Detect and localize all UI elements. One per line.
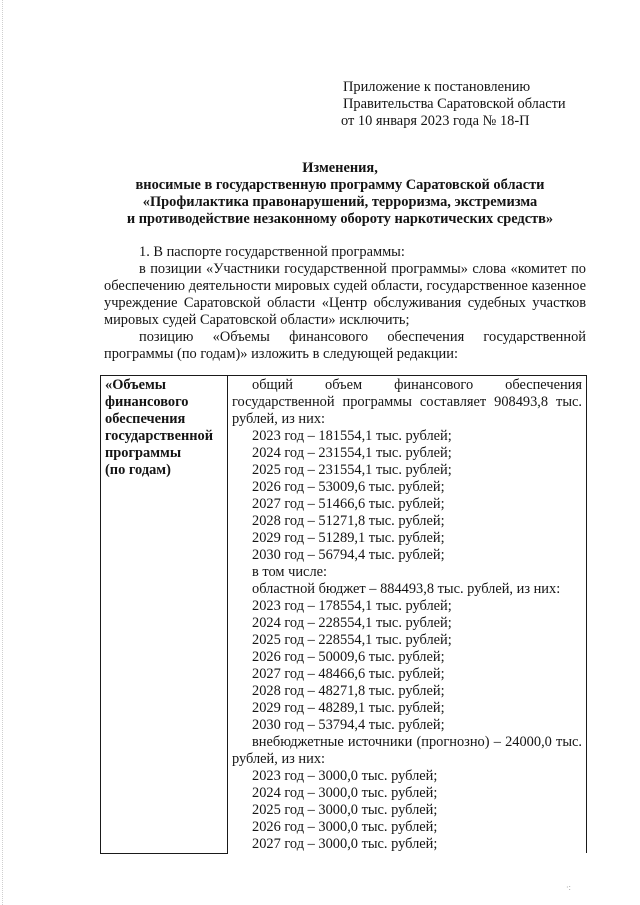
year-amount: 2025 год – 3000,0 тыс. рублей; (252, 802, 438, 818)
year-amount: 2025 год – 228554,1 тыс. рублей; (252, 632, 452, 648)
year-amount: 2027 год – 48466,6 тыс. рублей; (252, 666, 445, 682)
year-amount: 2024 год – 3000,0 тыс. рублей; (252, 785, 438, 801)
body-text (104, 244, 586, 363)
appendix-header (343, 79, 603, 130)
scan-edge-marks (2, 0, 5, 905)
position-name-cell (101, 376, 228, 854)
year-amount: 2024 год – 231554,1 тыс. рублей; (252, 445, 452, 461)
scan-corner-marks: ·: (566, 883, 571, 892)
year-amount: 2026 год – 53009,6 тыс. рублей; (252, 479, 445, 495)
header-line: Приложение к постановлению (343, 79, 531, 95)
position-name-line: программы (105, 445, 182, 461)
title-line: «Профилактика правонарушений, терроризма, экстремизма (142, 194, 538, 210)
document-title (90, 160, 590, 228)
year-amount: 2029 год – 48289,1 тыс. рублей; (252, 700, 445, 716)
title-line: и противодействие незаконному обороту наркотических средств» (126, 211, 554, 227)
paragraph: 1. В паспорте государственной программы: (139, 244, 405, 260)
year-amount: 2026 год – 50009,6 тыс. рублей; (252, 649, 445, 665)
year-amount: 2023 год – 178554,1 тыс. рублей; (252, 598, 452, 614)
extra-budgetary-sources: внебюджетные источники (прогнозно) – 24000,0 тыс. рублей, из них: (232, 734, 582, 767)
title-line: Изменения, (302, 160, 378, 176)
table-row (101, 376, 587, 854)
title-line: вносимые в государственную программу Саратовской области (135, 177, 545, 193)
paragraph: позицию «Объемы финансового обеспечения государственной программы (по годам)» изложить в следующей редакции: (104, 329, 586, 362)
year-amount: 2028 год – 51271,8 тыс. рублей; (252, 513, 445, 529)
year-amount: 2030 год – 56794,4 тыс. рублей; (252, 547, 445, 563)
position-name-line: (по годам) (105, 462, 171, 478)
year-amount: 2028 год – 48271,8 тыс. рублей; (252, 683, 445, 699)
including-label: в том числе: (252, 564, 328, 580)
position-name-line: «Объемы (105, 377, 167, 393)
header-line: Правительства Саратовской области (343, 96, 566, 112)
year-amount: 2030 год – 53794,4 тыс. рублей; (252, 717, 445, 733)
financing-details-cell (228, 376, 587, 854)
header-line: от 10 января 2023 года № 18-П (341, 113, 530, 129)
paragraph: в позиции «Участники государственной программы» слова «комитет по обеспечению деятельности мировых судей области, государственное казенное учреждение Саратовской области «Центр обслуживания судебных участков мировых судей Саратовской области» исключить; (104, 261, 586, 328)
total-financing: общий объем финансового обеспечения государственной программы составляет 908493,8 тыс. рублей, из них: (232, 377, 582, 427)
position-name-line: финансового (105, 394, 189, 410)
year-amount: 2023 год – 181554,1 тыс. рублей; (252, 428, 452, 444)
regional-budget: областной бюджет – 884493,8 тыс. рублей, из них: (252, 581, 561, 597)
year-amount: 2027 год – 3000,0 тыс. рублей; (252, 836, 438, 852)
financing-table (100, 375, 587, 854)
position-name-line: государственной (105, 428, 214, 444)
year-amount: 2024 год – 228554,1 тыс. рублей; (252, 615, 452, 631)
year-amount: 2029 год – 51289,1 тыс. рублей; (252, 530, 445, 546)
year-amount: 2025 год – 231554,1 тыс. рублей; (252, 462, 452, 478)
position-name-line: обеспечения (105, 411, 186, 427)
year-amount: 2023 год – 3000,0 тыс. рублей; (252, 768, 438, 784)
year-amount: 2027 год – 51466,6 тыс. рублей; (252, 496, 445, 512)
year-amount: 2026 год – 3000,0 тыс. рублей; (252, 819, 438, 835)
